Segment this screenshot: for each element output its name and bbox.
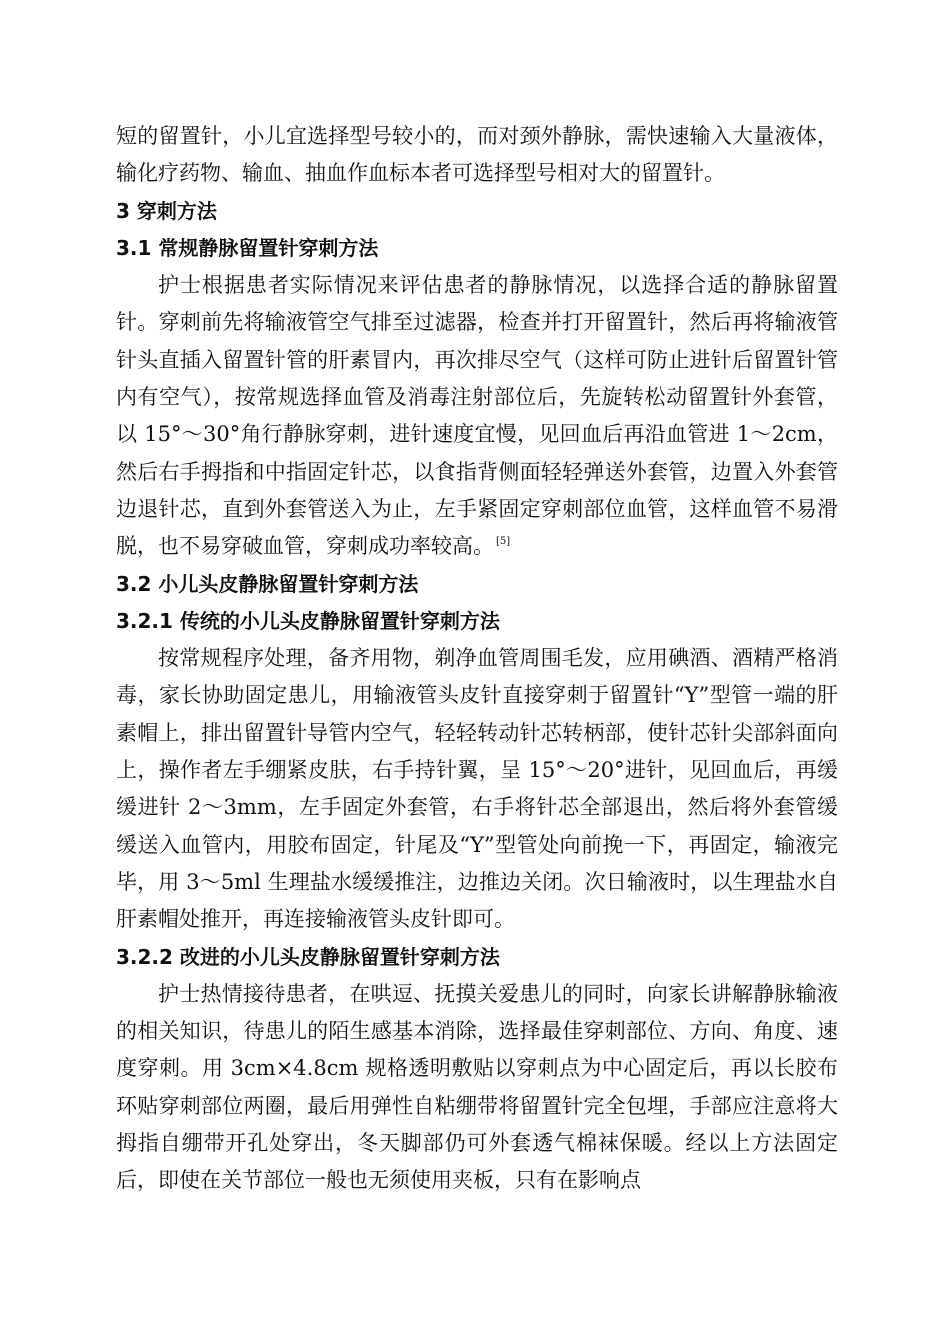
section-3-1-heading: 3.1 常规静脉留置针穿刺方法 xyxy=(116,235,379,260)
intro-paragraph: 短的留置针，小儿宜选择型号较小的，而对颈外静脉，需快速输入大量液体，输化疗药物、输血、抽血作血标本者可选择型号相对大的留置针。 xyxy=(116,124,838,186)
section-3-2-1-heading: 3.2.1 传统的小儿头皮静脉留置针穿刺方法 xyxy=(116,608,500,633)
section-3-1-paragraph xyxy=(116,267,838,565)
section-3-heading: 3 穿刺方法 xyxy=(116,198,217,223)
section-3-2-2-heading: 3.2.2 改进的小儿头皮静脉留置针穿刺方法 xyxy=(116,944,500,969)
section-3-1-text: 护士根据患者实际情况来评估患者的静脉情况，以选择合适的静脉留置针。穿刺前先将输液管空气排至过滤器，检查并打开留置针，然后再将输液管针头直插入留置针管的肝素冒内，再次排尽空气（这样可防止进针后留置针管内有空气），按常规选择血管及消毒注射部位后，先旋转松动留置针外套管，以 15°～30°角行静脉穿刺，进针速度宜慢，见回血后再沿血管进 1～2cm，然后右手拇指和中指固定针芯，以食指背侧面轻轻弹送外套管，边置入外套管边退针芯，直到外套管送入为止，左手紧固定穿刺部位血管，这样血管不易滑脱，也不易穿破血管，穿刺成功率较高。 xyxy=(116,273,838,559)
document-body xyxy=(116,118,838,1200)
section-3-2-1-paragraph: 按常规程序处理，备齐用物，剃净血管周围毛发，应用碘酒、酒精严格消毒，家长协助固定患儿，用输液管头皮针直接穿刺于留置针“Y”型管一端的肝素帽上，排出留置针导管内空气，轻轻转动针芯转柄部，使针芯针尖部斜面向上，操作者左手绷紧皮肤，右手持针翼，呈 15°～20°进针，见回血后，再缓缓进针 2～3mm，左手固定外套管，右手将针芯全部退出，然后将外套管缓缓送入血管内，用胶布固定，针尾及“Y”型管处向前挽一下，再固定，输液完毕，用 3～5ml 生理盐水缓缓推注，边推边关闭。次日输液时，以生理盐水自肝素帽处推开，再连接输液管头皮针即可。 xyxy=(116,646,838,932)
citation-reference: [5] xyxy=(496,536,511,548)
section-3-2-heading: 3.2 小儿头皮静脉留置针穿刺方法 xyxy=(116,571,419,596)
section-3-2-2-paragraph: 护士热情接待患者，在哄逗、抚摸关爱患儿的同时，向家长讲解静脉输液的相关知识，待患儿的陌生感基本消除，选择最佳穿刺部位、方向、角度、速度穿刺。用 3cm×4.8cm 规格透明敷贴以穿刺点为中心固定后，再以长胶布环贴穿刺部位两圈，最后用弹性自粘绷带将留置针完全包埋，手部应注意将大拇指自绷带开孔处穿出，冬天脚部仍可外套透气棉袜保暖。经以上方法固定后，即使在关节部位一般也无须使用夹板，只有在影响点 xyxy=(116,981,838,1193)
